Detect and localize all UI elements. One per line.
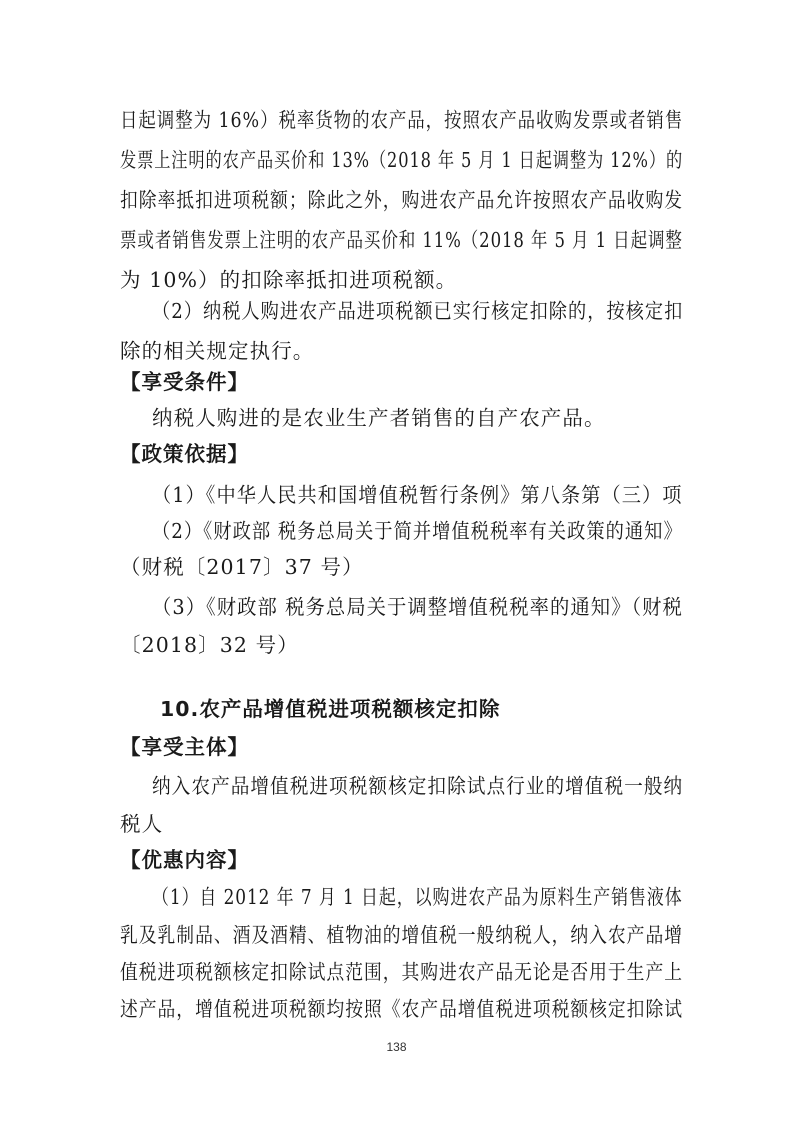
basis-item: （财税〔2017〕37 号）: [120, 555, 364, 579]
conditions-text: 纳税人购进的是农业生产者销售的自产农产品。: [152, 406, 606, 430]
benefit-text-line: （1）自 2012 年 7 月 1 日起，以购进农产品为原料生产销售液体: [152, 885, 683, 909]
subject-text-line: 税人: [120, 812, 164, 836]
subject-text-line: 纳入农产品增值税进项税额核定扣除试点行业的增值税一般纳: [152, 774, 684, 798]
benefit-text-line: 乳及乳制品、酒及酒精、植物油的增值税一般纳税人，纳入农产品增: [120, 923, 683, 947]
body-text-line: 扣除率抵扣进项税额；除此之外，购进农产品允许按照农产品收购发: [120, 188, 683, 212]
basis-item: （1）《中华人民共和国增值税暂行条例》第八条第（三）项: [152, 483, 683, 507]
section-heading-subject: 【享受主体】: [120, 735, 249, 759]
benefit-text-line: 述产品，增值税进项税额均按照《农产品增值税进项税额核定扣除试: [120, 997, 683, 1021]
body-text-line: 票或者销售发票上注明的农产品买价和 11%（2018 年 5 月 1 日起调整: [120, 228, 683, 252]
section-heading-basis: 【政策依据】: [120, 442, 249, 466]
benefit-text-line: 值税进项税额核定扣除试点范围，其购进农产品无论是否用于生产上: [120, 960, 683, 984]
section-heading-conditions: 【享受条件】: [120, 370, 249, 394]
basis-item: （3）《财政部 税务总局关于调整增值税税率的通知》（财税: [152, 595, 683, 619]
body-text-line: 除的相关规定执行。: [120, 339, 315, 363]
body-text-line: 日起调整为 16%）税率货物的农产品，按照农产品收购发票或者销售: [120, 108, 684, 132]
basis-item: （2）《财政部 税务总局关于简并增值税税率有关政策的通知》: [152, 519, 683, 543]
basis-item: 〔2018〕32 号）: [120, 633, 299, 657]
page-number: 138: [386, 1040, 407, 1054]
section-heading-benefit: 【优惠内容】: [120, 848, 249, 872]
body-text-line: （2）纳税人购进农产品进项税额已实行核定扣除的，按核定扣: [152, 299, 684, 323]
body-text-line: 为 10%）的扣除率抵扣进项税额。: [120, 268, 458, 292]
body-text-line: 发票上注明的农产品买价和 13%（2018 年 5 月 1 日起调整为 12%）的: [120, 148, 684, 172]
section-title: 10.农产品增值税进项税额核定扣除: [160, 697, 501, 721]
